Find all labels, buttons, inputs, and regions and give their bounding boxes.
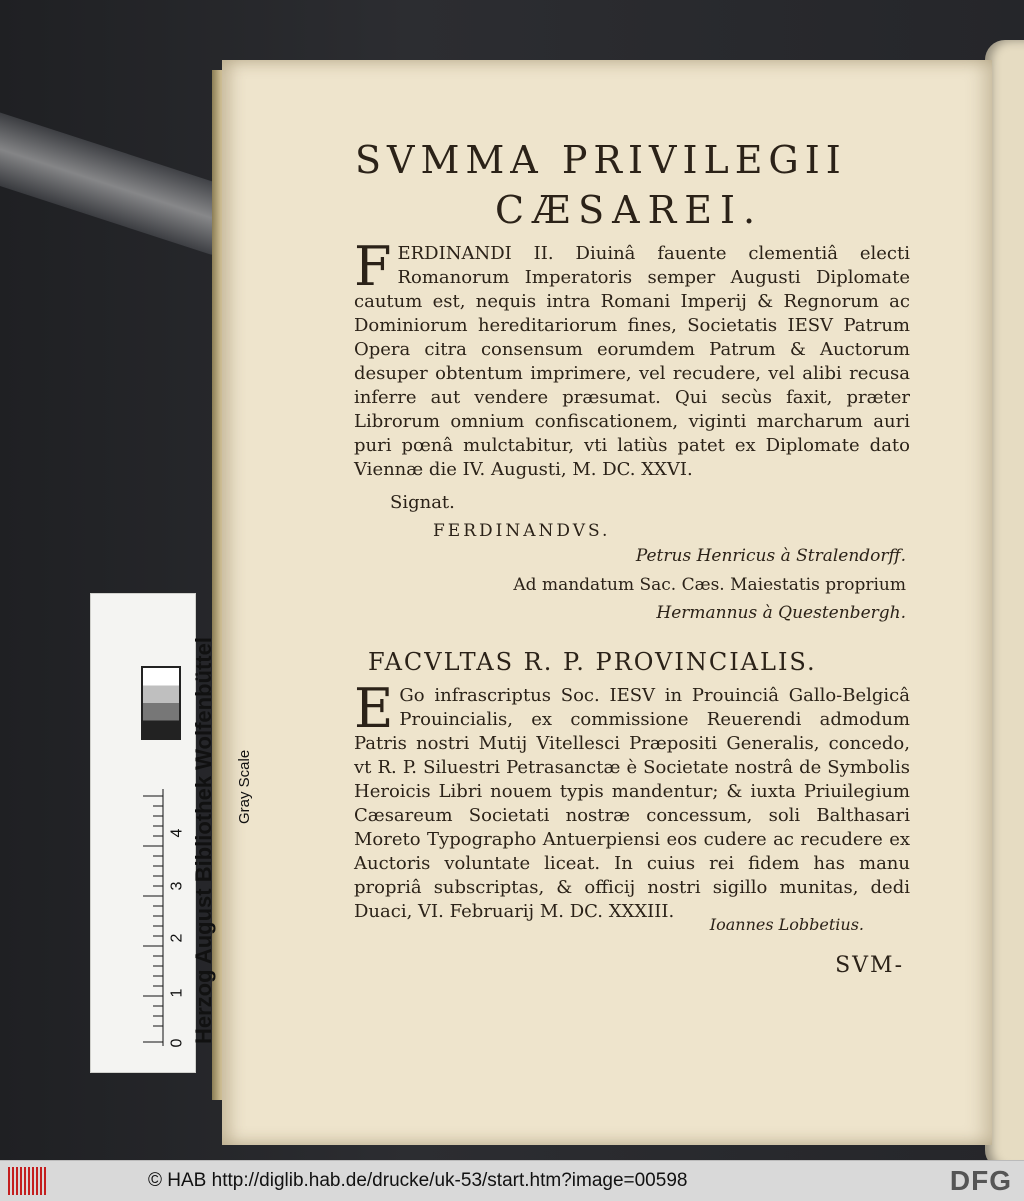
library-label: Herzog August Bibliothek Wolfenbüttel: [191, 637, 216, 1044]
countersign-stralendorff: Petrus Henricus à Stralendorff.: [635, 546, 906, 566]
footer-bar: [0, 1160, 1024, 1201]
gray-scale-label: Gray Scale: [236, 749, 253, 824]
signat-label: Signat.: [390, 492, 455, 513]
scale-number-2: 2: [168, 933, 186, 943]
dfg-logo: DFG: [949, 1165, 1012, 1196]
title-line-1: SVMMA PRIVILEGII: [355, 138, 847, 182]
title-line-2: CÆSAREI.: [495, 188, 764, 232]
gray-scale-swatch: [141, 666, 181, 740]
scale-ruler: [135, 784, 165, 1054]
author-signature: Ioannes Lobbetius.: [709, 915, 864, 934]
copyright-url[interactable]: © HAB http://diglib.hab.de/drucke/uk-53/start.htm?image=00598: [148, 1170, 688, 1191]
scale-number-1: 1: [168, 988, 186, 998]
scale-number-4: 4: [168, 828, 186, 838]
signer-name: FERDINANDVS.: [433, 521, 611, 541]
facultas-heading: FACVLTAS R. P. PROVINCIALIS.: [368, 648, 817, 676]
facultas-text: Go infrascriptus Soc. IESV in Prouinciâ Gallo-Belgicâ Prouincialis, ex commissione Reuerendi admodum Patris nostri Mutij Vitellesci Præpositi Generalis, concedo, vt R. P. Siluestri Petrasanctæ è Societate nostrâ de Symbolis Heroicis Libri nouem typis mandentur; & iuxta Priuilegium Cæsareum Societati nostræ concessum, soli Balthasari Moreto Typographo Antuerpiensi eos cudere ac recudere ex Auctoris voluntate liceat. In cuius rei fidem has manu propriâ subscriptas, & officij nostri sigillo munitas, dedi Duaci, VI. Februarij M. DC. XXXIII.: [354, 685, 910, 922]
hab-logo-icon: [8, 1167, 46, 1195]
gray-scale-card: [90, 593, 253, 1073]
facultas-dropcap: E: [354, 677, 394, 740]
privilege-dropcap: F: [354, 235, 392, 298]
countersign-questenbergh: Hermannus à Questenbergh.: [656, 603, 906, 623]
scale-number-0: 0: [168, 1038, 186, 1048]
countersign-mandate: Ad mandatum Sac. Cæs. Maiestatis proprium: [513, 575, 906, 595]
catchword: SVM-: [835, 953, 904, 978]
scale-number-3: 3: [168, 881, 186, 891]
privilege-text: ERDINANDI II. Diuinâ fauente clementiâ electi Romanorum Imperatoris semper Augusti Diplomate cautum est, nequis intra Romani Imperij & Regnorum ac Dominiorum hereditariorum fines, Societatis IESV Patrum Opera citra consensum eorumdem Patrum & Auctorum desuper obtentum imprimere, vel recudere, vel alibi recusa inferre aut vendere præsumat. Qui secùs faxit, præter Librorum omnium confiscationem, viginti marcharum auri puri pœnâ mulctabitur, vti latiùs patet ex Diplomate dato Viennæ die IV. Augusti, M. DC. XXVI.: [354, 243, 910, 480]
privilege-paragraph: [354, 235, 910, 482]
facultas-paragraph: [354, 677, 910, 924]
